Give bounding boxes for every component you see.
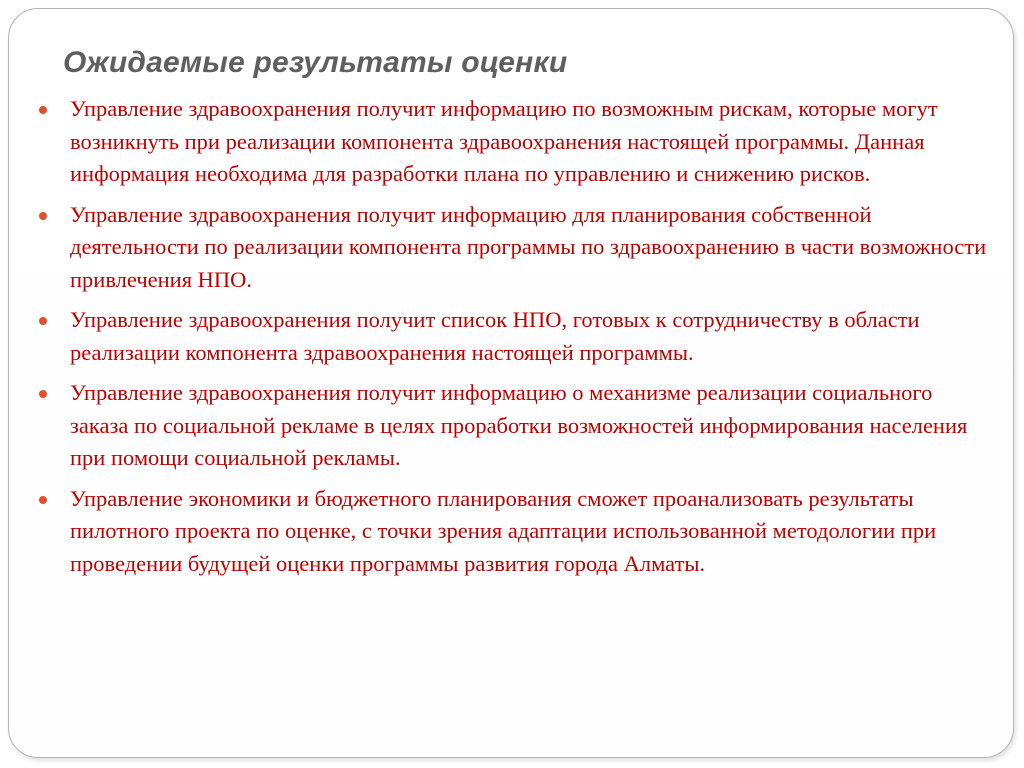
slide-title: Ожидаемые результаты оценки bbox=[63, 46, 568, 79]
bullet-item bbox=[36, 483, 996, 581]
bullet-item bbox=[36, 93, 996, 191]
bullet-text: Управление здравоохранения получит информацию для планирования собственной деятельности по реализации компонента программы по здравоохранению в части возможности привлечения НПО. bbox=[70, 201, 987, 292]
bullet-text: Управление здравоохранения получит информацию о механизме реализации социального заказа по социальной рекламе в целях проработки возможностей информирования населения при помощи социальной рекламы. bbox=[70, 380, 968, 470]
bullet-dot-icon bbox=[39, 390, 47, 398]
bullet-text: Управление здравоохранения получит информацию по возможным рискам, которые могут возникнуть при реализации компонента здравоохранения настоящей программы. Данная информация необходима для разработки плана по управлению и снижению рисков. bbox=[70, 96, 938, 186]
bullet-dot-icon bbox=[39, 106, 47, 114]
bullet-item bbox=[36, 377, 996, 475]
bullet-item bbox=[36, 199, 996, 297]
bullet-list bbox=[36, 93, 996, 588]
bullet-item bbox=[36, 304, 996, 369]
bullet-text: Управление здравоохранения получит список НПО, готовых к сотрудничеству в области реализации компонента здравоохранения настоящей программы. bbox=[70, 307, 920, 365]
bullet-dot-icon bbox=[39, 212, 47, 220]
bullet-dot-icon bbox=[39, 317, 47, 325]
bullet-text: Управление экономики и бюджетного планирования сможет проанализовать результаты пилотного проекта по оценке, с точки зрения адаптации использованной методологии при проведении будущей оценки программы развития города Алматы. bbox=[70, 485, 937, 576]
bullet-dot-icon bbox=[39, 496, 47, 504]
